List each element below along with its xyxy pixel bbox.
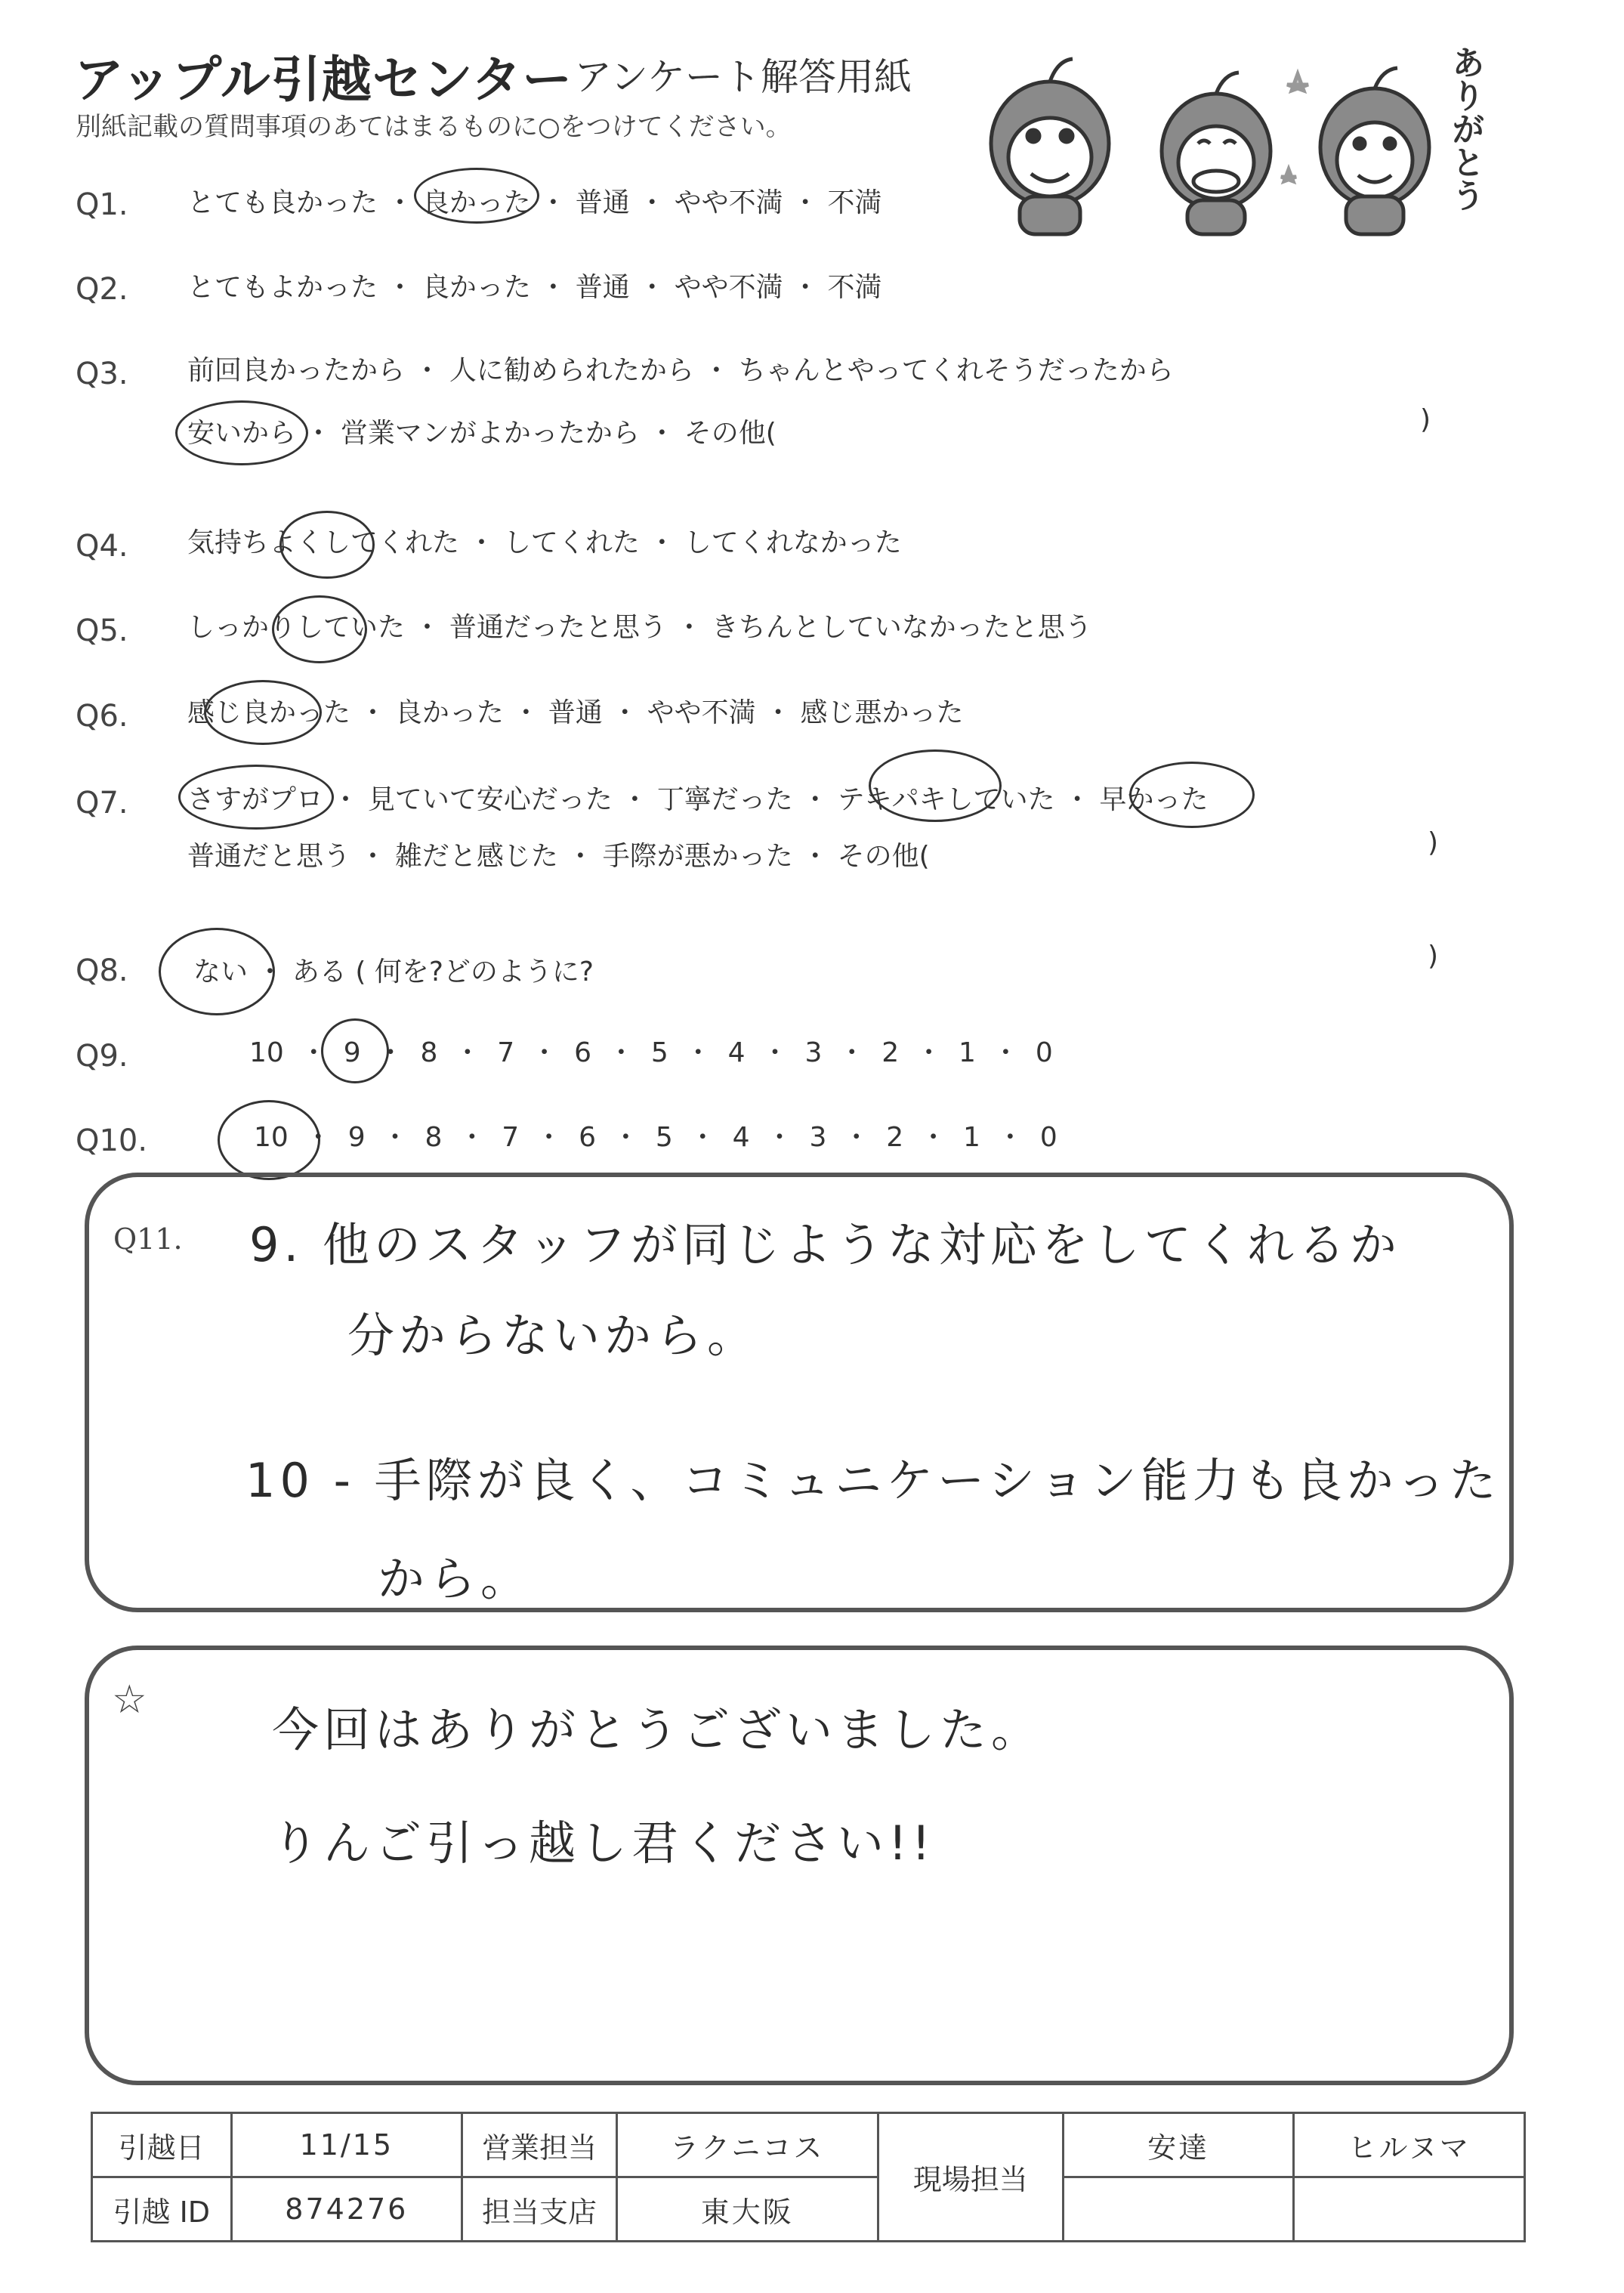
q3-options-line1: 前回良かったから ・ 人に勧められたから ・ ちゃんとやってくれそうだったから	[187, 355, 1174, 386]
q11-handwritten-line4: から。	[378, 1551, 533, 1606]
q4-options: 気持ちよくしてくれた ・ してくれた ・ してくれなかった	[187, 527, 902, 558]
move-date-value: 11/15	[231, 2113, 462, 2177]
q7-answer-circle-3	[1129, 762, 1255, 828]
footer-table	[91, 2112, 1526, 2242]
q10-label: Q10.	[76, 1123, 148, 1158]
q7-answer-circle-2	[869, 749, 1002, 822]
comment-handwritten-line2: りんご引っ越し君ください!!	[272, 1816, 935, 1871]
q7-close-paren: )	[1428, 827, 1439, 858]
q6-options: 感じ良かった ・ 良かった ・ 普通 ・ やや不満 ・ 感じ悪かった	[187, 697, 964, 728]
q7-label: Q7.	[76, 786, 128, 820]
sales-staff-label: 営業担当	[462, 2113, 617, 2177]
move-id-value: 874276	[231, 2177, 462, 2242]
q8-answer-circle	[159, 928, 275, 1015]
q2-label: Q2.	[76, 272, 128, 307]
site-staff-label: 現場担当	[878, 2113, 1063, 2242]
monkey-icon	[1320, 68, 1429, 234]
q3-label: Q3.	[76, 357, 128, 391]
q6-label: Q6.	[76, 699, 128, 734]
document-title: アンケート解答用紙	[574, 55, 912, 99]
q6-answer-circle	[204, 680, 322, 745]
q9-scale: 10 ・ 9 ・ 8 ・ 7 ・ 6 ・ 5 ・ 4 ・ 3 ・ 2 ・ 1 ・ 0	[249, 1037, 1053, 1068]
q11-handwritten-line3: 10 - 手際が良く、コミュニケーション能力も良かった	[245, 1453, 1501, 1508]
move-date-label: 引越日	[92, 2113, 232, 2177]
mascot-illustration	[974, 38, 1503, 242]
site-staff-empty-2	[1294, 2177, 1525, 2242]
q11-handwritten-line2: 分からないから。	[347, 1308, 759, 1363]
move-id-label: 引越 ID	[92, 2177, 232, 2242]
site-staff-value-1: 安達	[1063, 2113, 1294, 2177]
q1-options: とても良かった ・ 良かった ・ 普通 ・ やや不満 ・ 不満	[187, 187, 882, 218]
sales-staff-value: ラクニコス	[616, 2113, 878, 2177]
q4-answer-circle	[279, 511, 375, 579]
q1-answer-circle	[414, 168, 539, 224]
q3-answer-circle	[175, 400, 308, 465]
q11-label: Q11.	[113, 1222, 183, 1256]
site-staff-value-2: ヒルヌマ	[1294, 2113, 1525, 2177]
comment-handwritten-line1: 今回はありがとうございました。	[272, 1702, 1043, 1757]
q1-label: Q1.	[76, 187, 128, 222]
monkey-icon	[1162, 73, 1270, 234]
q2-options: とてもよかった ・ 良かった ・ 普通 ・ やや不満 ・ 不満	[187, 272, 882, 303]
star-icon: ☆	[112, 1677, 147, 1723]
company-title: アップル引越センター	[74, 51, 573, 109]
q9-label: Q9.	[76, 1039, 128, 1074]
q10-scale: 10 ・ 9 ・ 8 ・ 7 ・ 6 ・ 5 ・ 4 ・ 3 ・ 2 ・ 1 ・ 0	[254, 1122, 1057, 1153]
q3-close-paren: )	[1420, 404, 1431, 435]
q10-answer-circle	[218, 1100, 320, 1180]
q11-handwritten-line1: 9. 他のスタッフが同じような対応をしてくれるか	[249, 1217, 1401, 1272]
q7-options-line2: 普通だと思う ・ 雑だと感じた ・ 手際が悪かった ・ その他(	[187, 841, 930, 872]
instruction-text: 別紙記載の質問事項のあてはまるものに○をつけてください。	[76, 112, 792, 142]
q8-label: Q8.	[76, 953, 128, 988]
q8-options: ない ・ ある ( 何を?どのように?	[193, 956, 594, 987]
branch-value: 東大阪	[616, 2177, 878, 2242]
branch-label: 担当支店	[462, 2177, 617, 2242]
q5-label: Q5.	[76, 613, 128, 648]
monkey-icon	[991, 59, 1109, 234]
q5-answer-circle	[272, 595, 367, 663]
q7-options-line1: さすがプロ ・ 見ていて安心だった ・ 丁寧だった ・ テキパキしていた ・ 早かった	[187, 784, 1209, 815]
q4-label: Q4.	[76, 529, 128, 564]
q7-answer-circle-1	[178, 765, 334, 830]
mascot-thanks-text: ありがとう	[1446, 45, 1484, 212]
q8-close-paren: )	[1428, 941, 1439, 972]
q3-options-line2: 安いから ・ 営業マンがよかったから ・ その他(	[187, 418, 776, 449]
q5-options: しっかりしていた ・ 普通だったと思う ・ きちんとしていなかったと思う	[187, 612, 1092, 643]
q9-answer-circle	[321, 1018, 389, 1083]
site-staff-empty-1	[1063, 2177, 1294, 2242]
